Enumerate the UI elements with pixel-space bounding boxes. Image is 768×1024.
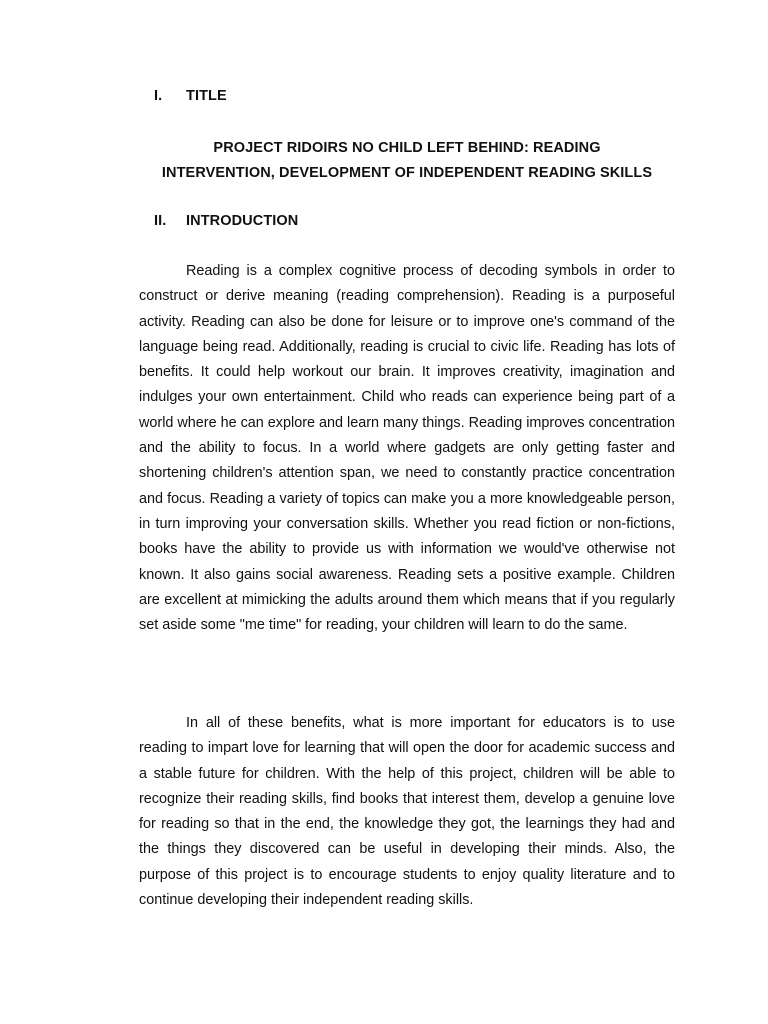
section-number: I. xyxy=(154,88,163,104)
title-line-1: PROJECT RIDOIRS NO CHILD LEFT BEHIND: READING xyxy=(213,140,601,156)
section-heading-text: TITLE xyxy=(186,88,227,104)
section-heading-title xyxy=(154,87,227,105)
document-title xyxy=(138,136,676,186)
title-line-2: INTERVENTION, DEVELOPMENT OF INDEPENDENT READING SKILLS xyxy=(161,165,653,181)
introduction-paragraph-2: In all of these benefits, what is more important for educators is to use reading to impart love for learning that will open the door for academic success and a stable future for children. With the help of this project, children will be able to recognize their reading skills, find books that interest them, develop a genuine love for reading so that in the end, the knowledge they got, the learnings they had and the things they discovered can be useful in developing their minds. Also, the purpose of this project is to encourage students to enjoy quality literature and to continue developing their independent reading skills. xyxy=(139,715,675,909)
section-number: II. xyxy=(154,213,167,229)
section-heading-introduction xyxy=(154,212,298,230)
introduction-paragraph-1: Reading is a complex cognitive process of decoding symbols in order to construct or derive meaning (reading comprehension). Reading is a purposeful activity. Reading can also be done for leisure or to improve one's command of the language being read. Additionally, reading is crucial to civic life. Reading has lots of benefits. It could help workout our brain. It improves creativity, imagination and indulges your own entertainment. Child who reads can experience being part of a world where he can explore and learn many things. Reading improves concentration and the ability to focus. In a world where gadgets are only getting faster and shortening children's attention span, we need to constantly practice concentration and focus. Reading a variety of topics can make you a more knowledgeable person, in turn improving your conversation skills. Whether you read fiction or non-fictions, books have the ability to provide us with information we would've otherwise not known. It also gains social awareness. Reading sets a positive example. Children are excellent at mimicking the adults around them which means that if you regularly set aside some "me time" for reading, your children will learn to do the same. xyxy=(139,263,675,634)
section-heading-text: INTRODUCTION xyxy=(186,213,299,229)
